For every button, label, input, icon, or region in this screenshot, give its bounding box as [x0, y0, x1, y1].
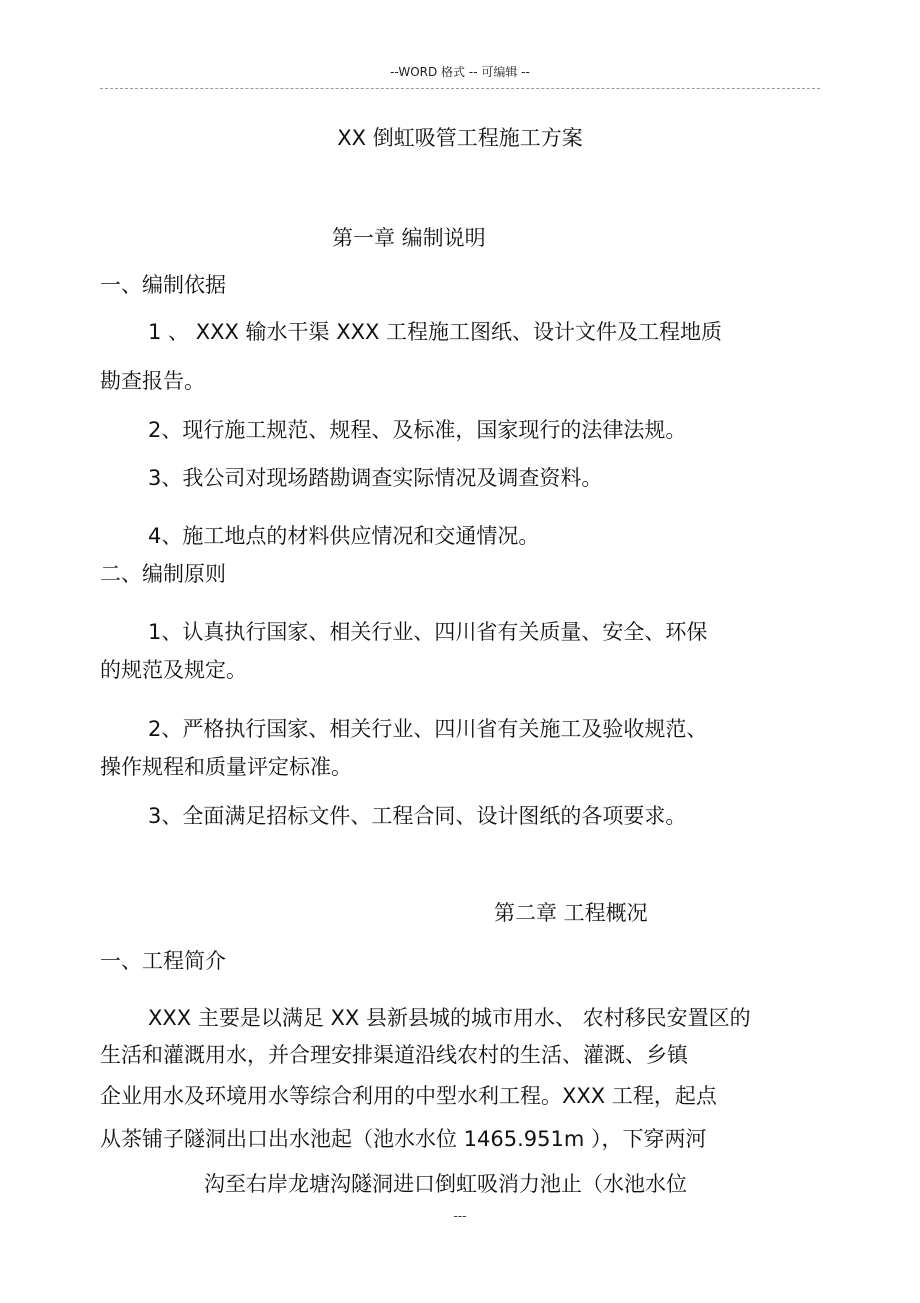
document-title: XX 倒虹吸管工程施工方案 — [337, 126, 583, 150]
overview-line-1: XXX 主要是以满足 XX 县新县城的城市用水、 农村移民安置区的 — [148, 1006, 751, 1030]
chapter2-heading: 第二章 工程概况 — [494, 901, 648, 925]
principle-item-3: 3、全面满足招标文件、工程合同、设计图纸的各项要求。 — [148, 804, 687, 828]
section-heading-basis: 一、编制依据 — [100, 273, 226, 297]
header-divider — [100, 88, 820, 89]
principle-item-2-line-2: 操作规程和质量评定标准。 — [100, 755, 352, 779]
basis-item-4: 4、施工地点的材料供应情况和交通情况。 — [148, 524, 540, 548]
basis-item-1-line-1: 1 、 XXX 输水干渠 XXX 工程施工图纸、设计文件及工程地质 — [148, 320, 723, 344]
basis-item-3: 3、我公司对现场踏勘调查实际情况及调查资料。 — [148, 466, 603, 490]
overview-line-2: 生活和灌溉用水，并合理安排渠道沿线农村的生活、灌溉、乡镇 — [100, 1043, 688, 1067]
page-header: --WORD 格式 -- 可编辑 -- — [390, 65, 530, 79]
overview-line-3: 企业用水及环境用水等综合利用的中型水利工程。XXX 工程，起点 — [100, 1084, 717, 1108]
section-heading-overview: 一、工程简介 — [100, 949, 226, 973]
page-footer: --- — [453, 1209, 467, 1223]
principle-item-1-line-2: 的规范及规定。 — [100, 658, 247, 682]
overview-line-4: 从茶铺子隧洞出口出水池起（池水水位 1465.951m ），下穿两河 — [100, 1127, 707, 1151]
principle-item-1-line-1: 1、认真执行国家、相关行业、四川省有关质量、安全、环保 — [148, 620, 708, 644]
basis-item-2: 2、现行施工规范、规程、及标准，国家现行的法律法规。 — [148, 418, 687, 442]
overview-line-5: 沟至右岸龙塘沟隧洞进口倒虹吸消力池止（水池水位 — [204, 1172, 687, 1196]
chapter1-heading: 第一章 编制说明 — [332, 226, 486, 250]
basis-item-1-line-2: 勘查报告。 — [100, 369, 205, 393]
principle-item-2-line-1: 2、严格执行国家、相关行业、四川省有关施工及验收规范、 — [148, 717, 708, 741]
section-heading-principles: 二、编制原则 — [100, 562, 226, 586]
